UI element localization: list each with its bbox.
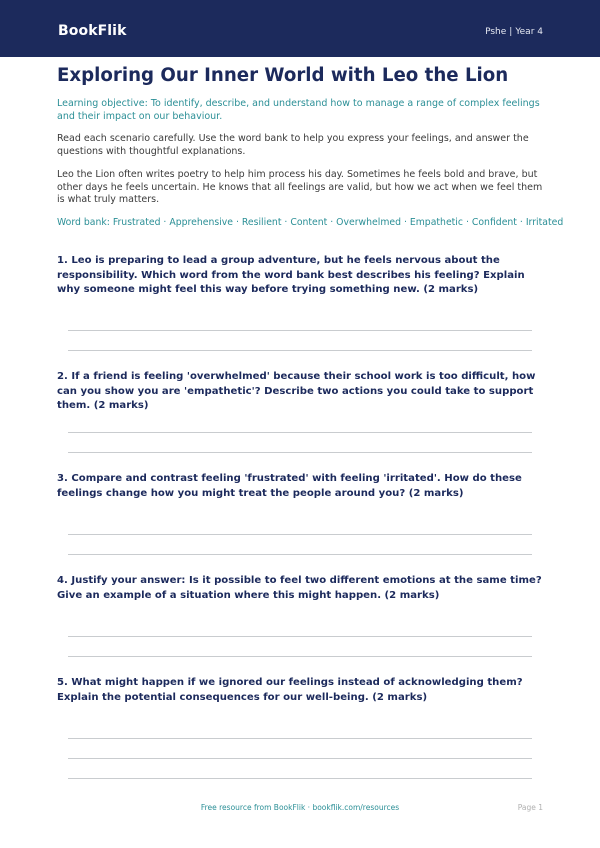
answer-line[interactable] — [68, 738, 532, 739]
learning-objective: Learning objective: To identify, describe, and understand how to manage a range of complex feelings and their impact on our behaviour. — [57, 98, 540, 122]
answer-line[interactable] — [68, 554, 532, 555]
page-number: Page 1 — [517, 803, 543, 812]
story-text: Leo the Lion often writes poetry to help him process his day. Sometimes he feels bold and brave, but other days he feels uncertain. He knows that all feelings are valid, but how we act when we feel them is what truly matters. — [57, 168, 543, 206]
footer-credit[interactable]: Free resource from BookFlik · bookflik.com/resources — [200, 803, 400, 812]
answer-line[interactable] — [68, 534, 532, 535]
question-2: 2. If a friend is feeling 'overwhelmed' because their school work is too difficult, how can you show you are 'empathetic'? Describe two actions you could take to support them. (2 marks) — [57, 371, 536, 412]
header-bar — [0, 0, 600, 57]
page-title: Exploring Our Inner World with Leo the Lion — [57, 65, 509, 86]
answer-line[interactable] — [68, 432, 532, 433]
question-5: 5. What might happen if we ignored our feelings instead of acknowledging them? Explain the potential consequences for our well-being. (2 marks) — [57, 677, 523, 703]
word-bank: Word bank: Frustrated · Apprehensive · Resilient · Content · Overwhelmed · Empathetic · Confident · Irritated — [57, 216, 564, 228]
answer-line[interactable] — [68, 656, 532, 657]
subject-year-meta — [485, 26, 543, 38]
meta-separator: | — [509, 27, 513, 37]
answer-line[interactable] — [68, 758, 532, 759]
question-1: 1. Leo is preparing to lead a group adventure, but he feels nervous about the responsibility. Which word from the word bank best describes his feeling? Explain why someone might feel this way before trying something new. (2 marks) — [57, 255, 525, 296]
answer-line[interactable] — [68, 778, 532, 779]
year-label: Year 4 — [515, 27, 543, 37]
question-4: 4. Justify your answer: Is it possible to feel two different emotions at the same time? Give an example of a situation where this might happen. (2 marks) — [57, 575, 542, 601]
question-3: 3. Compare and contrast feeling 'frustrated' with feeling 'irritated'. How do these feelings change how you might treat the people around you? (2 marks) — [57, 473, 522, 499]
answer-line[interactable] — [68, 330, 532, 331]
answer-line[interactable] — [68, 452, 532, 453]
subject-label: Pshe — [485, 27, 507, 37]
instructions-text: Read each scenario carefully. Use the word bank to help you express your feelings, and answer the questions with thoughtful explanations. — [57, 133, 529, 158]
worksheet-intro — [57, 64, 564, 230]
answer-line[interactable] — [68, 350, 532, 351]
answer-line[interactable] — [68, 636, 532, 637]
brand-logo-text[interactable]: BookFlik — [58, 23, 127, 39]
